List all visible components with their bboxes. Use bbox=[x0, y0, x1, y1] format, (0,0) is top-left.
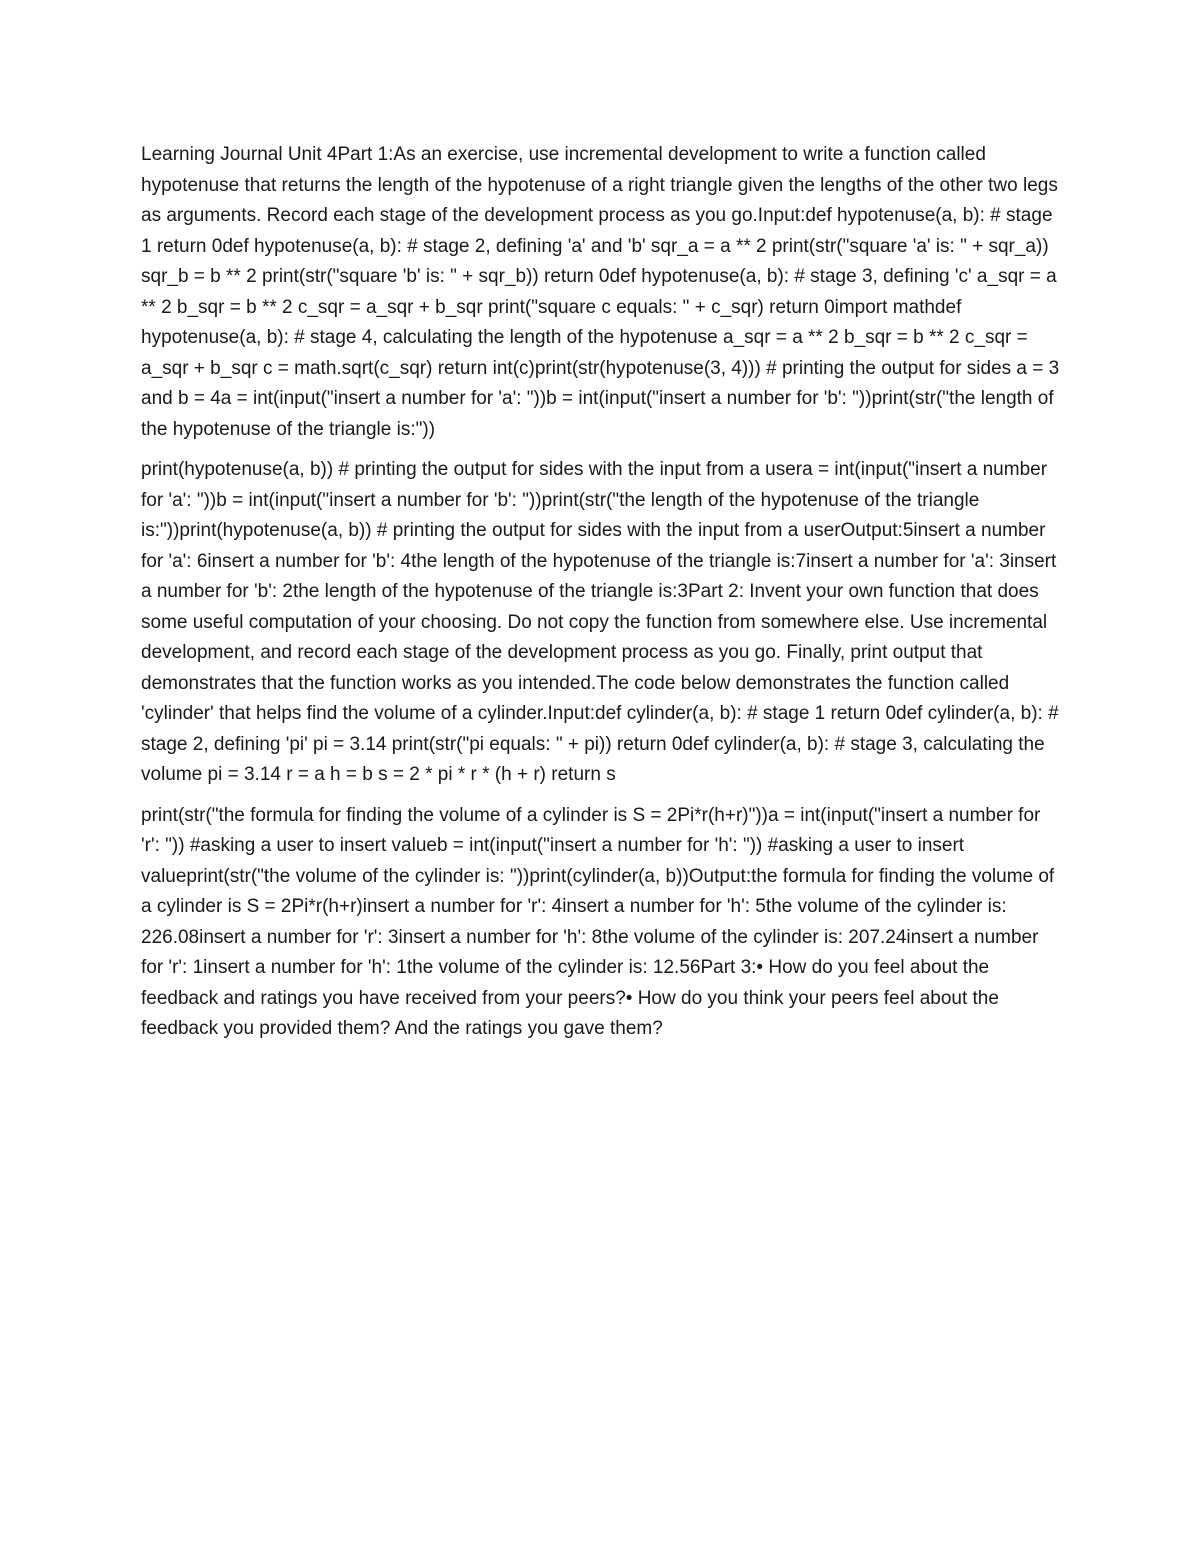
document-body bbox=[141, 140, 1061, 1045]
paragraph-part-2-output-part-3: print(str("the formula for finding the volume of a cylinder is S = 2Pi*r(h+r)"))a = int(input("insert a number for 'r': ")) #asking a user to insert valueb = int(input("insert a number for 'h': ")) #asking a user to insert valueprint(str("the volume of the cylinder is: "))print(cylinder(a, b))Output:the formula for finding the volume of a cylinder is S = 2Pi*r(h+r)insert a number for 'r': 4insert a number for 'h': 5the volume of the cylinder is: 226.08insert a number for 'r': 3insert a number for 'h': 8the volume of the cylinder is: 207.24insert a number for 'r': 1insert a number for 'h': 1the volume of the cylinder is: 12.56Part 3:• How do you feel about the feedback and ratings you have received from your peers?• How do you think your peers feel about the feedback you provided them? And the ratings you gave them? bbox=[141, 804, 1055, 1039]
paragraph-part-1: Learning Journal Unit 4Part 1:As an exercise, use incremental development to write a function called hypotenuse that returns the length of the hypotenuse of a right triangle given the lengths of the other two legs as arguments. Record each stage of the development process as you go.Input:def hypotenuse(a, b): # stage 1 return 0def hypotenuse(a, b): # stage 2, defining 'a' and 'b' sqr_a = a ** 2 print(str("square 'a' is: " + sqr_a)) sqr_b = b ** 2 print(str("square 'b' is: " + sqr_b)) return 0def hypotenuse(a, b): # stage 3, defining 'c' a_sqr = a ** 2 b_sqr = b ** 2 c_sqr = a_sqr + b_sqr print("square c equals: " + c_sqr) return 0import mathdef hypotenuse(a, b): # stage 4, calculating the length of the hypotenuse a_sqr = a ** 2 b_sqr = b ** 2 c_sqr = a_sqr + b_sqr c = math.sqrt(c_sqr) return int(c)print(str(hypotenuse(3, 4))) # printing the output for sides a = 3 and b = 4a = int(input("insert a number for 'a': "))b = int(input("insert a number for 'b': "))print(str("the length of the hypotenuse of the triangle is:")) bbox=[141, 144, 1060, 440]
paragraph-part-1-continued-part-2: print(hypotenuse(a, b)) # printing the output for sides with the input from a usera = int(input("insert a number for 'a': "))b = int(input("insert a number for 'b': "))print(str("the length of the hypotenuse of the triangle is:"))print(hypotenuse(a, b)) # printing the output for sides with the input from a userOutput:5insert a number for 'a': 6insert a number for 'b': 4the length of the hypotenuse of the triangle is:7insert a number for 'a': 3insert a number for 'b': 2the length of the hypotenuse of the triangle is:3Part 2: Invent your own function that does some useful computation of your choosing. Do not copy the function from somewhere else. Use incremental development, and record each stage of the development process as you go. Finally, print output that demonstrates that the function works as you intended.The code below demonstrates the function called 'cylinder' that helps find the volume of a cylinder.Input:def cylinder(a, b): # stage 1 return 0def cylinder(a, b): # stage 2, defining 'pi' pi = 3.14 print(str("pi equals: " + pi)) return 0def cylinder(a, b): # stage 3, calculating the volume pi = 3.14 r = a h = b s = 2 * pi * r * (h + r) return s bbox=[141, 459, 1059, 785]
